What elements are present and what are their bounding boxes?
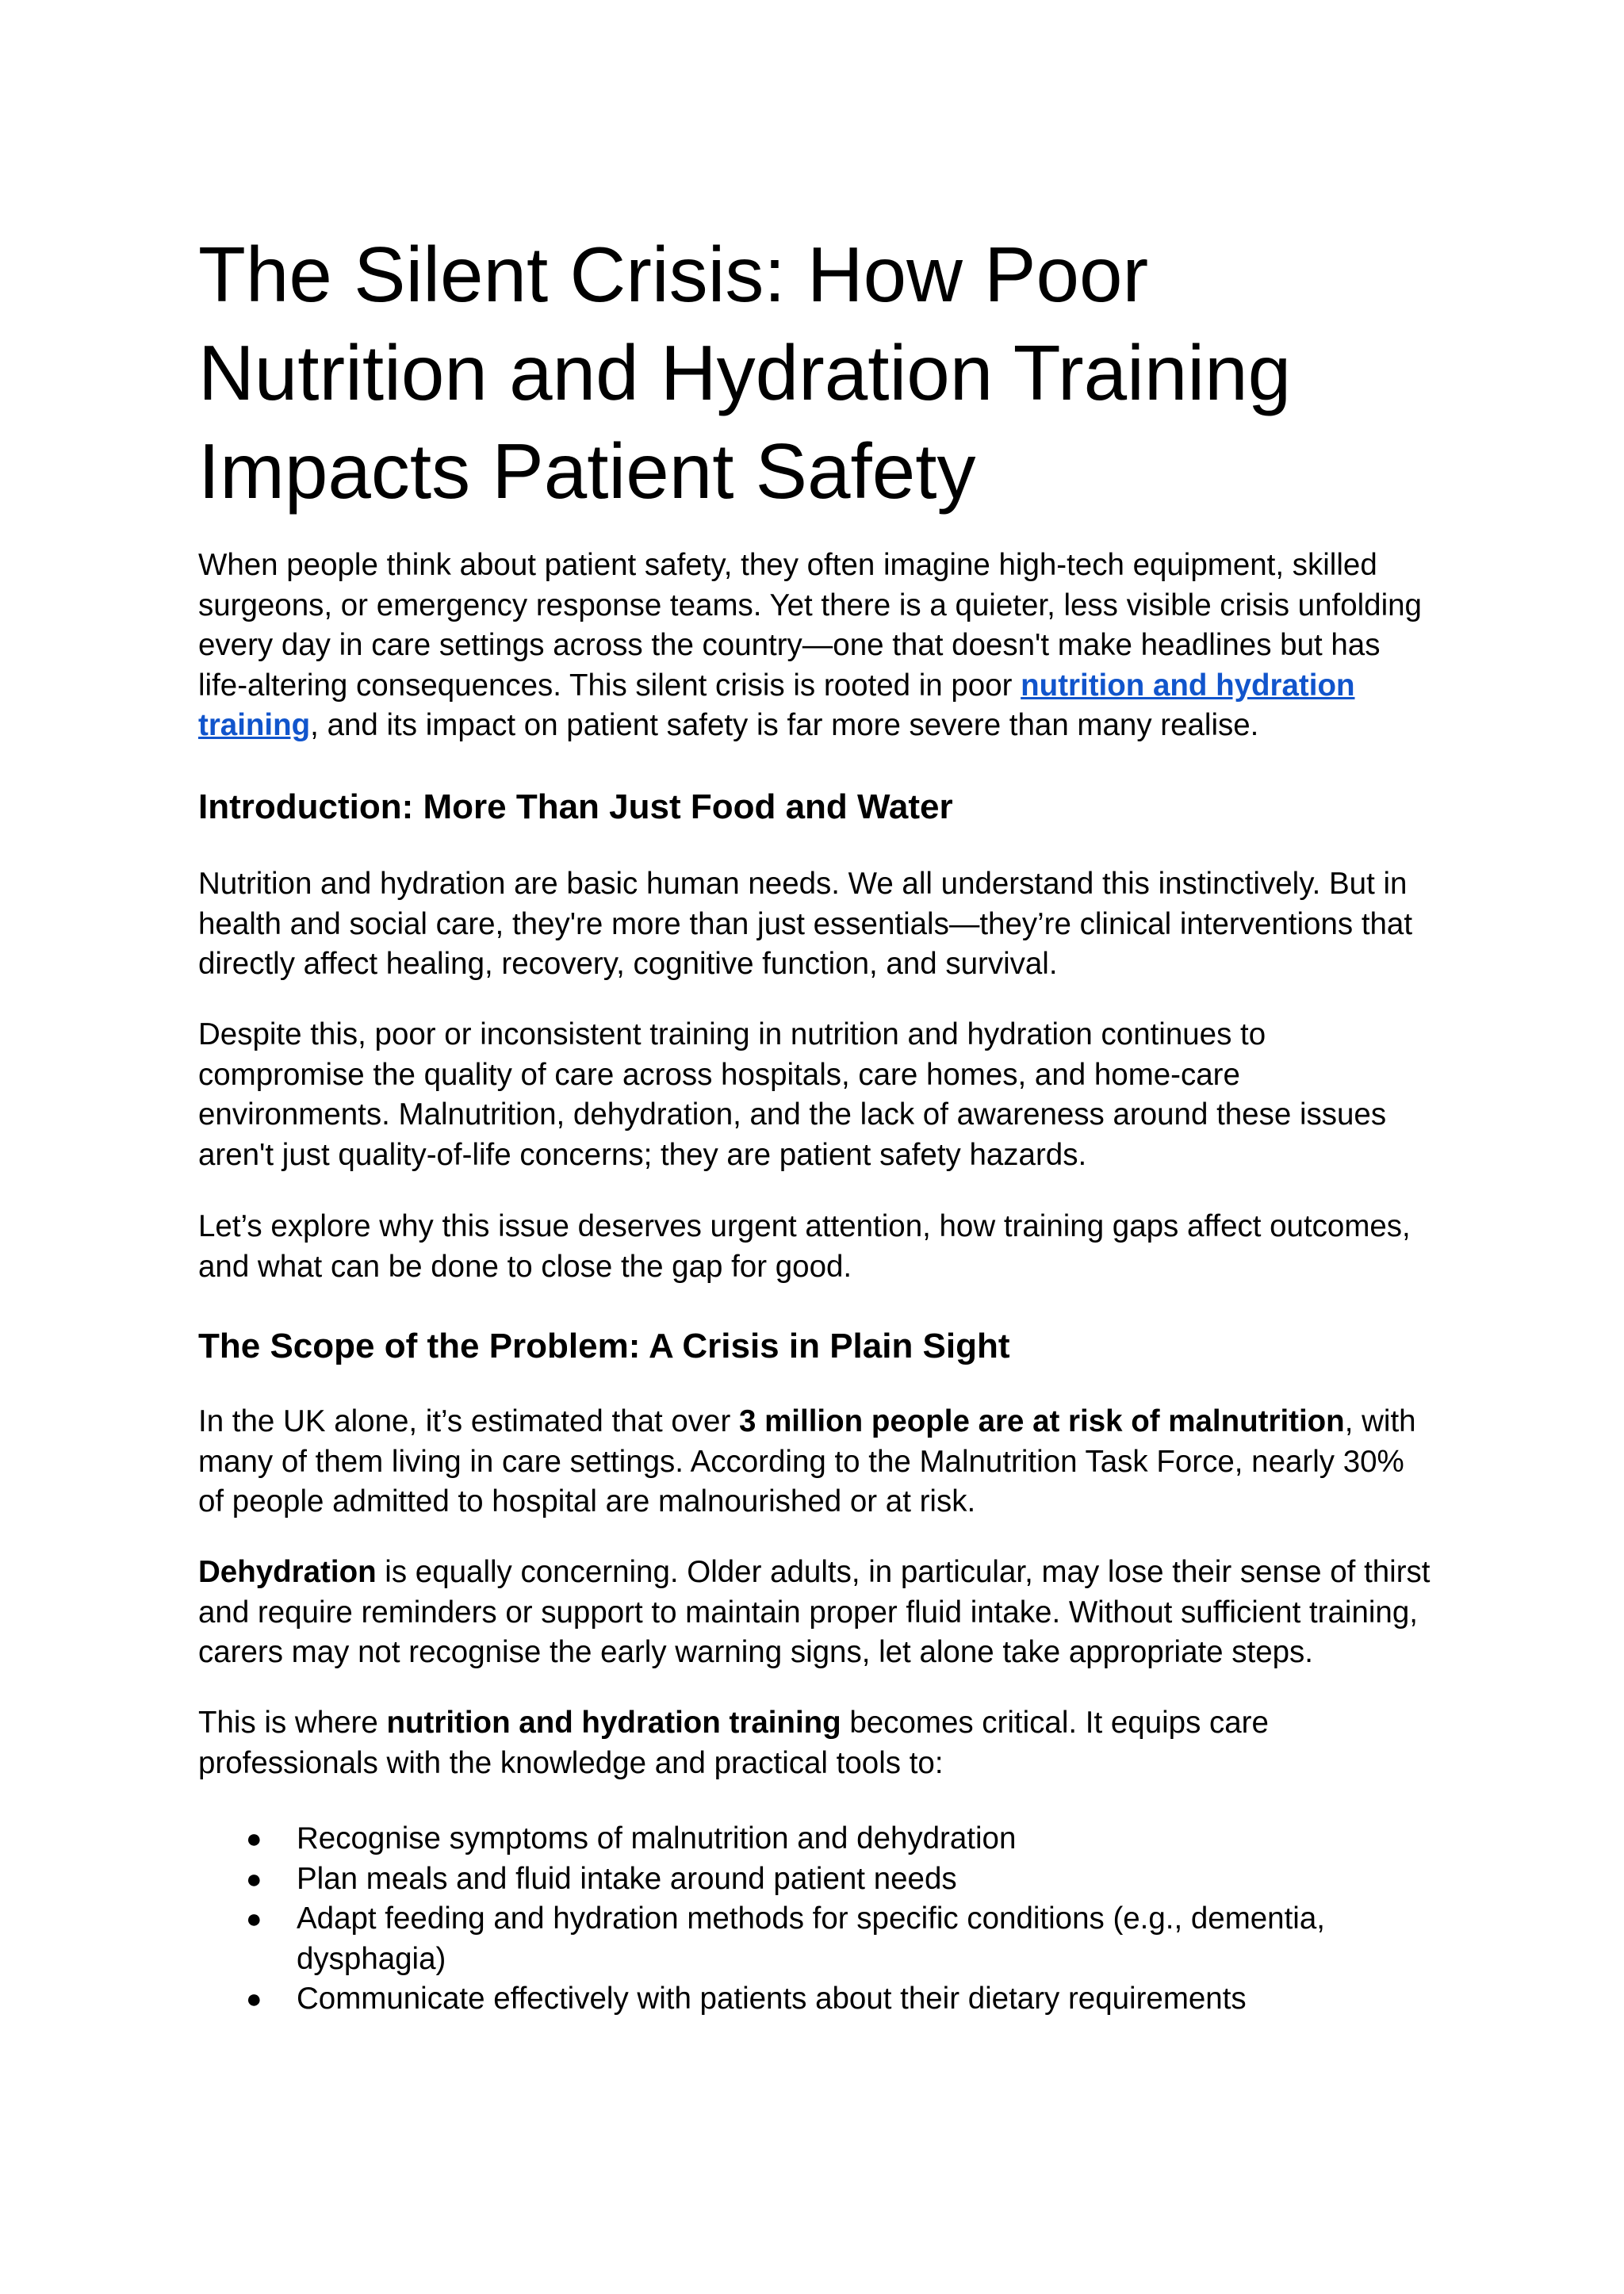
list-item-text: Recognise symptoms of malnutrition and dehydration (297, 1821, 1017, 1855)
intro-text-before-link: When people think about patient safety, they often imagine high-tech equipment, skilled surgeons, or emergency response teams. Yet there is a quieter, less visible crisis unfolding every day in care settings across the country—one that doesn't make headlines but has life-altering consequences. This silent crisis is rooted in poor (198, 548, 1422, 703)
section2-p3-before: This is where (198, 1706, 387, 1740)
list-item (198, 1899, 1435, 1979)
section1-paragraph-1 (198, 864, 1435, 985)
training-benefits-list (198, 1819, 1435, 2020)
bullet-icon: ● (246, 1904, 262, 1935)
section-scope (198, 1324, 1435, 1369)
bullet-icon: ● (246, 1863, 262, 1894)
section2-paragraph-1 (198, 1402, 1435, 1522)
list-item-text: Adapt feeding and hydration methods for specific conditions (e.g., dementia, dysphagia) (297, 1901, 1325, 1976)
section1-p1: Nutrition and hydration are basic human needs. We all understand this instinctively. But in health and social care, they're more than just essentials—they’re clinical interventions that directly affect healing, recovery, cognitive function, and survival. (198, 867, 1413, 982)
list-item (198, 1859, 1435, 1900)
section1-p2: Despite this, poor or inconsistent training in nutrition and hydration continues to compromise the quality of care across hospitals, care homes, and home-care environments. Malnutrition, dehydration, and the lack of awareness around these issues aren't just quality-of-life concerns; they are patient safety hazards. (198, 1017, 1387, 1172)
section2-p2-after: is equally concerning. Older adults, in particular, may lose their sense of thirst and require reminders or support to maintain proper fluid intake. Without sufficient training, carers may not recognise the early warning signs, let alone take appropriate steps. (198, 1555, 1431, 1670)
section2-p1-before: In the UK alone, it’s estimated that over (198, 1404, 739, 1438)
section2-p2-bold: Dehydration (198, 1555, 377, 1589)
list-item (198, 1819, 1435, 1859)
list-item (198, 1979, 1435, 2020)
intro-paragraph (198, 546, 1435, 746)
nutrition-hydration-training-link[interactable]: nutrition and hydration training (198, 668, 1355, 743)
section2-paragraph-2 (198, 1553, 1435, 1673)
section-heading-introduction: Introduction: More Than Just Food and Water (198, 787, 953, 826)
intro-text-after-link: , and its impact on patient safety is far more severe than many realise. (310, 708, 1259, 743)
section-heading-scope: The Scope of the Problem: A Crisis in Plain Sight (198, 1327, 1010, 1365)
section1-paragraph-2 (198, 1015, 1435, 1175)
page-title: The Silent Crisis: How Poor Nutrition and Hydration Training Impacts Patient Safety (198, 231, 1292, 515)
list-item-text: Plan meals and fluid intake around patient needs (297, 1861, 957, 1896)
section2-p3-bold: nutrition and hydration training (386, 1706, 841, 1740)
section2-paragraph-3 (198, 1703, 1435, 1783)
section2-p1-bold: 3 million people are at risk of malnutrition (738, 1404, 1345, 1438)
section2-p1-after: , with many of them living in care settings. According to the Malnutrition Task Force, nearly 30% of people admitted to hospital are malnourished or at risk. (198, 1404, 1416, 1519)
section1-p3: Let’s explore why this issue deserves urgent attention, how training gaps affect outcomes, and what can be done to close the gap for good. (198, 1209, 1411, 1284)
bullet-icon: ● (246, 1984, 262, 2015)
bullet-icon: ● (246, 1824, 262, 1854)
section2-p3-after: becomes critical. It equips care professionals with the knowledge and practical tools to: (198, 1706, 1269, 1780)
section1-paragraph-3 (198, 1207, 1435, 1287)
list-item-text: Communicate effectively with patients about their dietary requirements (297, 1982, 1247, 2016)
section-introduction (198, 785, 1435, 829)
